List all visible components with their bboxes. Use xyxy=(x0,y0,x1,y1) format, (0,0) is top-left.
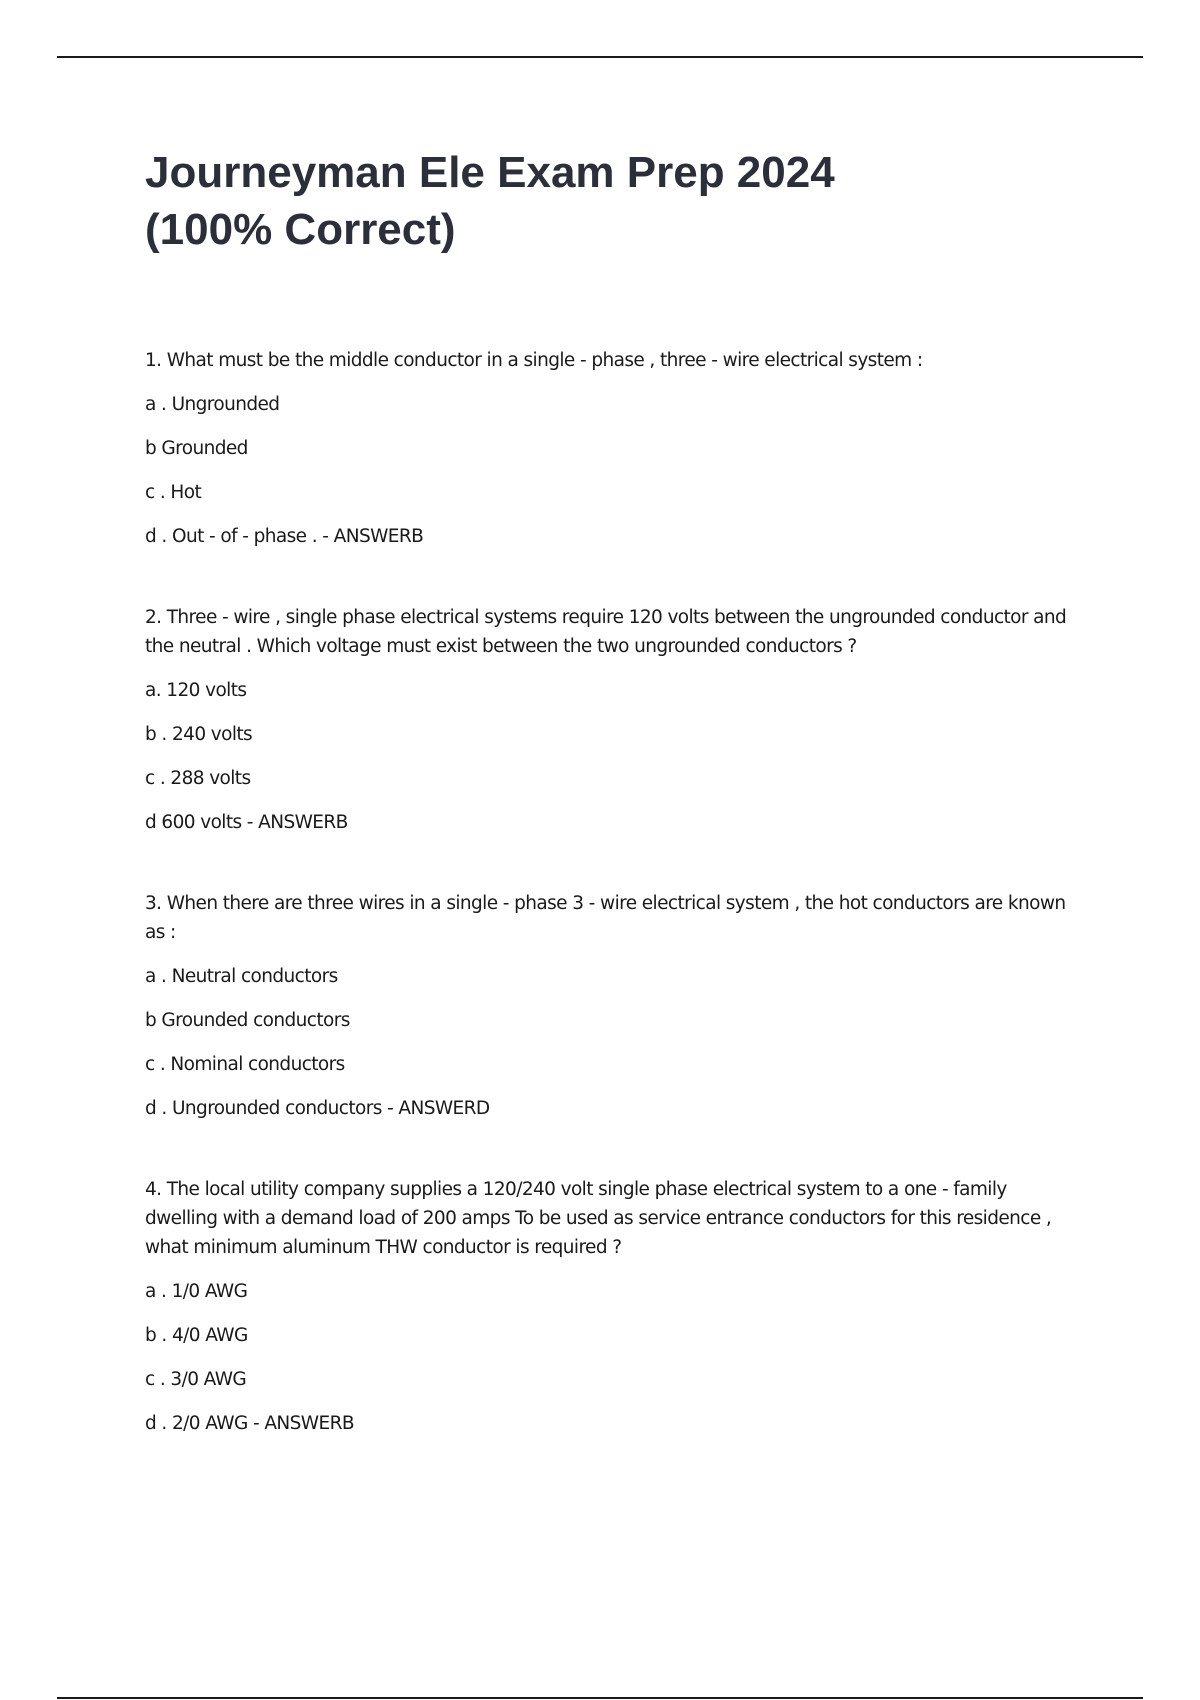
question-text: 1. What must be the middle conductor in a single - phase , three - wire electrical system : xyxy=(145,350,923,371)
option-b: b . 4/0 AWG xyxy=(145,1325,248,1346)
question-1 xyxy=(145,346,1070,551)
question-text: 4. The local utility company supplies a 120/240 volt single phase electrical system to a one - family dwelling with a demand load of 200 amps To be used as service entrance conductors for this residence , what minimum aluminum THW conductor is required ? xyxy=(145,1179,1052,1258)
option-c: c . Nominal conductors xyxy=(145,1054,345,1075)
question-text: 3. When there are three wires in a single - phase 3 - wire electrical system , the hot conductors are known as : xyxy=(145,893,1066,943)
bottom-rule xyxy=(57,1697,1143,1699)
question-text: 2. Three - wire , single phase electrical systems require 120 volts between the ungrounded conductor and the neutral . Which voltage must exist between the two ungrounded conductors ? xyxy=(145,607,1067,657)
page-title xyxy=(145,144,1105,258)
question-list xyxy=(145,346,1070,1490)
option-b: b . 240 volts xyxy=(145,724,253,745)
option-d: d . Ungrounded conductors - ANSWERD xyxy=(145,1098,490,1119)
option-a: a . 1/0 AWG xyxy=(145,1281,248,1302)
question-4 xyxy=(145,1175,1070,1438)
option-a: a . Neutral conductors xyxy=(145,966,338,987)
question-2 xyxy=(145,603,1070,837)
top-rule xyxy=(57,56,1143,58)
option-d: d . 2/0 AWG - ANSWERB xyxy=(145,1413,354,1434)
question-3 xyxy=(145,889,1070,1123)
option-b: b Grounded conductors xyxy=(145,1010,350,1031)
option-a: a . Ungrounded xyxy=(145,394,280,415)
title-line-1: Journeyman Ele Exam Prep 2024 xyxy=(145,148,835,197)
option-c: c . Hot xyxy=(145,482,202,503)
option-c: c . 288 volts xyxy=(145,768,251,789)
option-b: b Grounded xyxy=(145,438,248,459)
option-c: c . 3/0 AWG xyxy=(145,1369,247,1390)
option-d: d 600 volts - ANSWERB xyxy=(145,812,348,833)
title-line-2: (100% Correct) xyxy=(145,205,456,254)
option-a: a. 120 volts xyxy=(145,680,247,701)
option-d: d . Out - of - phase . - ANSWERB xyxy=(145,526,424,547)
